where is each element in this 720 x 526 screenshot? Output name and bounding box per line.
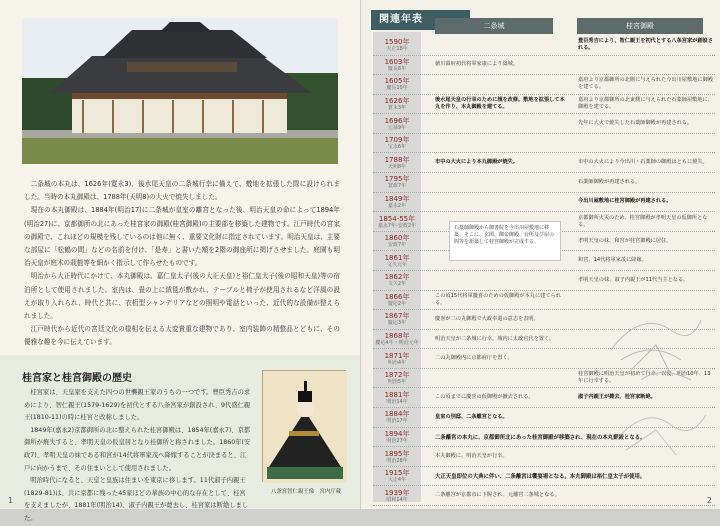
era-label: 明治17年 <box>386 418 408 425</box>
timeline-event-katsura: 嘉府より京都御所の北東側に与えられた石薬師屋敷地に、御殿を建てる。 <box>578 97 713 111</box>
timeline-year <box>373 212 421 231</box>
era-label: 天正18年 <box>386 46 408 53</box>
era-label: 嘉永2年 <box>387 202 407 209</box>
page-number-right: 2 <box>706 496 712 505</box>
timeline-row <box>373 154 715 174</box>
timeline-year <box>373 486 421 505</box>
timeline-row <box>373 134 715 154</box>
timeline-year <box>373 428 421 447</box>
timeline-event-nijo <box>435 36 567 55</box>
timeline-year <box>373 349 421 368</box>
column-header-katsura: 桂宮御殿 <box>577 18 703 34</box>
timeline-event-katsura: 淑子内親王が薨去、桂宮家断絶。 <box>578 394 656 401</box>
portrait-caption: 八条宮智仁親王像 宮内庁蔵 <box>270 489 342 495</box>
era-label: 明治27年 <box>386 437 408 444</box>
timeline-row <box>373 56 715 76</box>
timeline-event-both: 大正天皇即位の大典に伴い、二条離宮は饗宴場となる。本丸御殿は裕仁皇太子が使用。 <box>435 474 646 481</box>
timeline-event-katsura: 和宮、14代将軍家茂に降嫁。 <box>578 257 647 264</box>
era-label: 明治4年 <box>387 359 407 366</box>
right-page <box>361 0 720 509</box>
timeline-row <box>373 486 715 506</box>
timeline-year <box>373 369 421 388</box>
era-label: 慶長8年 <box>387 65 407 72</box>
timeline-event-katsura <box>578 134 713 153</box>
timeline-row <box>373 36 715 56</box>
timeline-year <box>373 447 421 466</box>
timeline-year <box>373 36 421 55</box>
timeline-event-katsura <box>578 486 713 505</box>
era-label: 慶応2年 <box>387 300 407 307</box>
timeline-event-nijo: 慶喜が二の丸御殿で大政奉還の意志を表明。 <box>435 315 539 322</box>
year-label: 1871年 <box>384 351 410 360</box>
intro-paragraph: 二条城の本丸は、1626年(寛永3)、後水尾天皇の二条城行幸に備えて、敷地を拡張した際に設けられました。当時の本丸御殿は、1788年(天明8)の大火で焼失しました。 <box>24 180 340 202</box>
era-label: 明治28年 <box>386 457 408 464</box>
timeline-event-nijo: 後水尾天皇の行幸のために城を改修。敷地を拡張して本丸を作り、本丸御殿を建てる。 <box>435 97 565 111</box>
timeline-event-nijo: 明治天皇が二条城に行幸。城内に太政官代を置く。 <box>435 335 555 342</box>
timeline-event-katsura: 孝明天皇の妹、和宮が桂宮御殿に居住。 <box>578 237 672 244</box>
year-label: 1590年 <box>384 38 410 47</box>
era-label: 安政7年 <box>387 242 407 249</box>
column-header-nijo: 二条城 <box>435 18 553 34</box>
year-label: 1696年 <box>384 116 410 125</box>
timeline-event-nijo <box>435 75 567 94</box>
timeline-row <box>373 173 715 193</box>
timeline-year <box>373 271 421 290</box>
year-label: 1881年 <box>384 390 410 399</box>
timeline-event-nijo: 徳川幕府初代将軍家康により築城。 <box>435 61 519 68</box>
year-label: 1862年 <box>384 273 410 282</box>
timeline-year <box>373 389 421 408</box>
timeline-row <box>373 95 715 115</box>
timeline-event-katsura: 今出川屋敷地に桂宮御殿が再建される。 <box>578 198 672 205</box>
year-label: 1872年 <box>384 371 410 380</box>
timeline-event-katsura <box>578 56 713 75</box>
left-page <box>0 0 360 522</box>
timeline-year <box>373 114 421 133</box>
era-label: 天明8年 <box>387 163 407 170</box>
timeline-year <box>373 154 421 173</box>
timeline-year <box>373 310 421 329</box>
timeline-event-katsura: 嘉府より京都御所の北側に与えられた今出川屋敷地に御殿を建てる。 <box>578 77 713 91</box>
era-label: 昭和14年 <box>386 496 408 503</box>
timeline-row <box>373 467 715 487</box>
intro-paragraph: 明治から大正時代にかけて、本丸御殿は、嘉仁皇太子(後の大正天皇)と裕仁皇太子(後の昭和天皇)等の宿泊所として使用されました。室内は、畳の上に絨毯が敷かれ、テーブルと椅子が使用されるなど洋風の設えが取り入れられ、時代と共に、衣桁型シャンデリアなどの照明や電話といった、近代的な設備が整えられました。 <box>24 272 340 321</box>
year-label: 1795年 <box>384 175 410 184</box>
timeline-event-nijo: この頃15代将軍慶喜のための仮御殿が本丸に建てられる。 <box>435 292 561 306</box>
era-label: 嘉永7年-安政2年 <box>377 222 417 229</box>
timeline-heading: 関連年表 <box>371 10 470 30</box>
era-label: 文久元年 <box>386 261 407 268</box>
crane-decoration-icon <box>611 400 711 460</box>
year-label: 1626年 <box>384 97 410 106</box>
timeline-event-nijo: 二の丸御殿内に京都府庁を置く。 <box>435 355 513 362</box>
history-paragraph: 1849年(嘉永2)京都御所の北に整えられた桂宮御殿は、1854年(嘉永7)、京都御所が焼失すると、孝明天皇の仮皇居となり桂御所と称されました。1860年(安政7)、孝明天皇の妹である和宮が14代将軍家茂へ降嫁することが決まると、江戸に向かうまで、その住まいとして使用されました。 <box>24 426 251 472</box>
year-label: 1915年 <box>384 469 410 478</box>
history-paragraph: 桂宮家は、天皇家を支えた四つの世襲親王家のうちの一つです。豊臣秀吉の求めにより、智仁親王(1579-1629)を初代とする八条宮家が創設され、9代盛仁親王(1810-11)の時に桂宮と改称しました。 <box>24 389 251 422</box>
timeline-row <box>373 114 715 134</box>
timeline-year <box>373 134 421 153</box>
timeline-year <box>373 330 421 349</box>
year-label: 1884年 <box>384 410 410 419</box>
timeline-event-katsura: 豊臣秀吉により、智仁親王を初代とする八条宮家が創設される。 <box>578 38 713 52</box>
intro-paragraph: 現在の本丸御殿は、1884年(明治17)に二条城が皇室の離宮となった後、明治天皇の命によって1894年(明治27)に、京都御所の北にあった桂宮家の御殿(桂宮御殿)の主要部を移築した建物です。江戸時代の宮家の御殿で、これほどの規模を残しているのは他に無く、重要文化財に指定されています。明治天皇は、主要な部屋に「松鶴の間」などの名前を付け、「是寿」と書いた額を2階の御座所に掲げさせました。庭園も明治天皇が庭木の栽植等を細かく指示して作らせたものです。 <box>24 206 340 268</box>
timeline-year <box>373 56 421 75</box>
timeline-event-katsura: 市中の大火により今出川・石薬師の御殿はともに焼失。 <box>578 159 708 166</box>
timeline-year <box>373 173 421 192</box>
intro-paragraph: 江戸時代から近代の宮廷文化の様相を伝える大変貴重な建物であり、室内装飾の精整品とどもに、その優雅な趣を今に伝えています。 <box>24 325 340 347</box>
timeline-row <box>373 75 715 95</box>
timeline-event-nijo: 市中の大火により本丸御殿が焼失。 <box>435 159 519 166</box>
era-label: 寛政7年 <box>387 183 407 190</box>
timeline-event-nijo: 二条離宮が京都市に下賜され、元離宮二条城となる。 <box>435 492 560 499</box>
era-label: 明治5年 <box>387 379 407 386</box>
timeline-row <box>373 271 715 291</box>
year-label: 1854-55年 <box>378 214 416 223</box>
timeline-row <box>373 193 715 213</box>
prince-portrait-image <box>262 370 346 482</box>
timeline-event-nijo <box>435 271 567 290</box>
year-label: 1603年 <box>384 57 410 66</box>
year-label: 1866年 <box>384 292 410 301</box>
timeline-event-katsura: 孝明天皇の妹、淑子内親王が11代当主となる。 <box>578 276 689 283</box>
timeline-event-nijo <box>435 369 567 388</box>
timeline-year <box>373 95 421 114</box>
era-label: 明治14年 <box>386 398 408 405</box>
year-label: 1861年 <box>384 253 410 262</box>
year-label: 1894年 <box>384 429 410 438</box>
timeline-event-nijo: 本丸御殿に、明治天皇が行幸。 <box>435 453 508 460</box>
era-label: 慶応4年・明治元年 <box>375 340 419 347</box>
year-label: 1849年 <box>384 194 410 203</box>
year-label: 1895年 <box>384 449 410 458</box>
era-label: 寛永3年 <box>387 105 407 112</box>
section-title: 桂宮家と桂宮御殿の歴史 <box>22 373 132 384</box>
year-label: 1605年 <box>384 77 410 86</box>
timeline-event-katsura: 京都御所火災のため、桂宮御殿が孝明天皇の仮御所となる。 <box>578 214 708 228</box>
timeline-year <box>373 291 421 310</box>
timeline-event-nijo: 皇室の別邸、二条離宮となる。 <box>435 413 508 420</box>
timeline-event-nijo <box>435 134 567 153</box>
timeline-year <box>373 408 421 427</box>
timeline-year <box>373 251 421 270</box>
era-label: 慶長10年 <box>386 85 408 92</box>
timeline-event-katsura: 先年に大火で焼失した石薬師御殿が再建される。 <box>578 120 693 127</box>
timeline-event-nijo <box>435 193 567 212</box>
timeline-year <box>373 75 421 94</box>
year-label: 1788年 <box>384 155 410 164</box>
timeline-event-nijo <box>435 173 567 192</box>
year-label: 1860年 <box>384 234 410 243</box>
year-label: 1709年 <box>384 136 410 145</box>
timeline-event-nijo: この頃までに慶喜の仮御殿が撤去される。 <box>435 394 534 401</box>
timeline-event-katsura: 石薬師御殿が再建される。 <box>578 178 641 185</box>
era-label: 元禄9年 <box>387 124 407 131</box>
history-paragraph: 明治時代になると、天皇と皇族は住まいを東京に移します。11代淑子内親王(1829-81)は、共に京都に残った45家ほどの華族の中心的な存在として、桂宮を支えましたが、1881年(明治14)、淑子内親王が薨去し、桂宮家は断絶しました。 <box>24 477 249 522</box>
page-number-left: 1 <box>8 496 14 505</box>
year-label: 1939年 <box>384 488 410 497</box>
timeline-event-katsura: 桂宮御殿に明治天皇が初めて行幸。以後、明治10年、13年に行幸する。 <box>578 371 711 385</box>
callout-note: 石薬師御殿から御書院を今出川屋敷地に移築。そこに、玄関、御帝御殿、台所及び屋の間等を新築して桂宮御殿が完成する。 <box>449 221 561 261</box>
intro-text <box>24 178 340 350</box>
year-label: 1867年 <box>384 312 410 321</box>
timeline-event-both: 二条離宮の本丸に、京都御所北にあった桂宮御殿が移築され、現在の本丸御殿となる。 <box>435 434 646 441</box>
year-label: 1868年 <box>384 332 410 341</box>
era-label: 大正4年 <box>387 477 407 484</box>
honmaru-palace-photo <box>22 18 338 164</box>
era-label: 宝永6年 <box>387 144 407 151</box>
timeline-year <box>373 232 421 251</box>
era-label: 慶応3年 <box>387 320 407 327</box>
history-text <box>24 387 252 526</box>
timeline-event-nijo <box>435 114 567 133</box>
era-label: 文久2年 <box>387 281 407 288</box>
crane-decoration-icon <box>601 300 711 390</box>
timeline-year <box>373 467 421 486</box>
timeline-year <box>373 193 421 212</box>
